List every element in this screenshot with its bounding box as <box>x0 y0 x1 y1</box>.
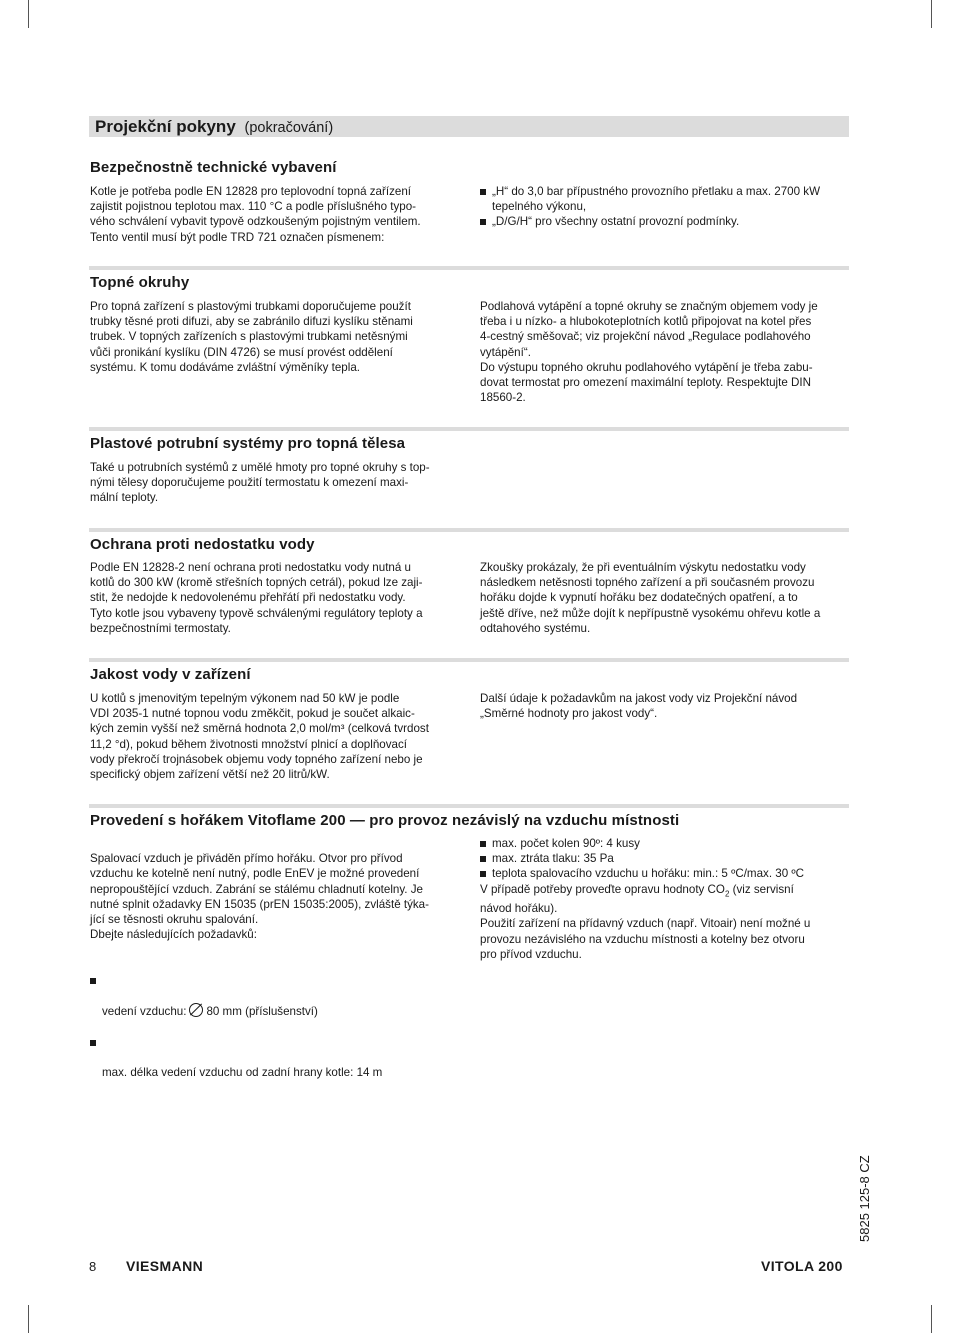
section-title-safety: Bezpečnostně technické vybavení <box>90 159 337 176</box>
list-item <box>480 866 855 881</box>
safety-text: Kotle je potřeba podle EN 12828 pro teplovodní topná zařízení zajistit pojistnou teplotou max. 110 °C a podle příslušného typo- vého schválení vybavit typově odzkoušeným pojistným ventilem. Tento ventil musí být podle TRD 721 označen písmenem: <box>90 185 421 244</box>
page-header <box>89 116 849 137</box>
diameter-icon <box>189 1003 203 1017</box>
bullet-icon <box>480 219 486 225</box>
product-name: VITOLA 200 <box>761 1258 843 1274</box>
vitoflame-right-list <box>480 836 855 882</box>
section-divider <box>89 266 849 270</box>
list-item <box>90 973 470 1020</box>
vitoflame-right-text <box>480 882 855 962</box>
page-number: 8 <box>89 1259 97 1274</box>
bullet-icon <box>480 856 486 862</box>
section-title-water-quality: Jakost vody v zařízení <box>90 666 251 683</box>
list-item-text: „D/G/H“ pro všechny ostatní provozní podmínky. <box>492 215 740 229</box>
text-fragment: V případě potřeby proveďte opravu hodnoty CO <box>480 882 725 896</box>
bullet-icon <box>480 189 486 195</box>
list-item-text: „H“ do 3,0 bar přípustného provozního přetlaku a max. 2700 kW tepelného výkonu, <box>492 185 821 214</box>
section-divider <box>89 658 849 662</box>
list-item <box>480 214 855 229</box>
vitoflame-left-list <box>90 958 470 1096</box>
heating-circuits-left: Pro topná zařízení s plastovými trubkami doporučujeme použít trubky těsné proti difuzi, aby se zabránilo difuzi kyslíku stěnami trubek. V topných zařízeních s plastovými trubkami netěsnými vůči pronikání kyslíku (DIN 4726) se musí provést oddělení systému. K tomu dodáváme zvláštní výměníky tepla. <box>90 300 413 374</box>
list-item <box>480 851 855 866</box>
list-item-text: max. počet kolen 90º: 4 kusy <box>492 837 640 850</box>
section-divider <box>89 427 849 431</box>
vitoflame-left-text: Spalovací vzduch je přiváděn přímo hořáku. Otvor pro přívod vzduchu ke kotelně není nutný, podle EnEV je možné provedení nepropouštějící vzduch. Zabrání se stálému chladnutí kotelny. Je nutné splnit ožadavky EN 15035 (prEN 15035:2005), zvláště týka- jící se těsnosti okruhu spalování. Dbejte následujících požadavků: <box>90 852 429 942</box>
bullet-icon <box>90 1040 96 1046</box>
page-title: Projekční pokyny <box>95 117 236 136</box>
list-item <box>480 836 855 851</box>
list-item <box>90 1035 470 1081</box>
subscript: 2 <box>724 888 730 898</box>
crop-mark <box>931 0 932 28</box>
list-item <box>480 184 855 214</box>
page-subtitle: (pokračování) <box>244 120 334 136</box>
list-item-text: teplota spalovacího vzduchu u hořáku: min.: 5 ºC/max. 30 ºC <box>492 867 805 881</box>
section-divider <box>89 528 849 532</box>
document-number: 5825 125-8 CZ <box>857 1155 872 1242</box>
bullet-icon <box>480 871 486 877</box>
water-quality-right: Další údaje k požadavkům na jakost vody viz Projekční návod „Směrné hodnoty pro jakost vody“. <box>480 692 798 721</box>
text-fragment: (viz servisní návod hořáku). Použití zařízení na přídavný vzduch (např. Vitoair) není možné u provozu nezávislého na vzduchu místnosti a kotelny bez otvoru pro přívod vzduchu. <box>480 882 811 961</box>
brand-logo: VIESMANN <box>126 1258 204 1274</box>
safety-list <box>480 184 855 230</box>
list-item-text: 80 mm (příslušenství) <box>206 1005 318 1019</box>
crop-mark <box>28 0 29 28</box>
plastic-pipes-text: Také u potrubních systémů z umělé hmoty pro topné okruhy s top- nými tělesy doporučujeme použití termostatu k omezení maxi- mální teploty. <box>90 461 430 505</box>
section-title-vitoflame: Provedení s hořákem Vitoflame 200 — pro provoz nezávislý na vzduchu místnosti <box>90 812 680 829</box>
low-water-left: Podle EN 12828-2 není ochrana proti nedostatku vody nutná u kotlů do 300 kW (kromě střešních topných cetrál), pokud lze zaji- stit, že nedojde k nedovolenému přehřátí při nedostatku vody. Tyto kotle jsou vybaveny typově schválenými regulátory teploty a bezpečnostními termostaty. <box>90 561 423 635</box>
heating-circuits-right: Podlahová vytápění a topné okruhy se značným objemem vody je třeba i u nízko- a hlubokoteplotních kotlů připojovat na kotel přes 4-cestný směšovač; viz projekční návod „Regulace podlahového vytápění“. Do výstupu topného okruhu podlahového vytápění je třeba zabu- dovat termostat pro omezení maximální teploty. Respektujte DIN 18560-2. <box>480 300 818 405</box>
bullet-icon <box>90 978 96 984</box>
list-item-text: max. délka vedení vzduchu od zadní hrany kotle: 14 m <box>102 1066 383 1080</box>
crop-mark <box>28 1305 29 1333</box>
crop-mark <box>931 1305 932 1333</box>
section-title-plastic-pipes: Plastové potrubní systémy pro topná tělesa <box>90 435 406 452</box>
section-divider <box>89 804 849 808</box>
section-title-heating-circuits: Topné okruhy <box>90 274 190 291</box>
bullet-icon <box>480 841 486 847</box>
vitoflame-right <box>480 836 855 962</box>
section-title-low-water: Ochrana proti nedostatku vody <box>90 536 315 553</box>
water-quality-left: U kotlů s jmenovitým tepelným výkonem nad 50 kW je podle VDI 2035-1 nutné topnou vodu změkčit, pokud je součet alkaic- kých zemin vyšší než směrná hodnota 2,0 mol/m³ (celková tvrdost 11,2 °d), pokud během životnosti množství plnicí a doplňovací vody překročí trojnásobek objemu vody topného zařízení nebo je specifický objem zařízení větší než 20 litrů/kW. <box>90 692 429 782</box>
list-item-text: vedení vzduchu: <box>102 1005 187 1019</box>
vitoflame-left <box>90 836 470 1111</box>
list-item-text: max. ztráta tlaku: 35 Pa <box>492 852 614 866</box>
low-water-right: Zkoušky prokázaly, že při eventuálním výskytu nedostatku vody následkem netěsnosti topného zařízení a při současném provozu hořáku dojde k vypnutí hořáku bez dodatečných opatření, a to ještě dříve, než může dojít k nepřípustně vysokému ohřevu kotle a odtahového systému. <box>480 561 821 635</box>
